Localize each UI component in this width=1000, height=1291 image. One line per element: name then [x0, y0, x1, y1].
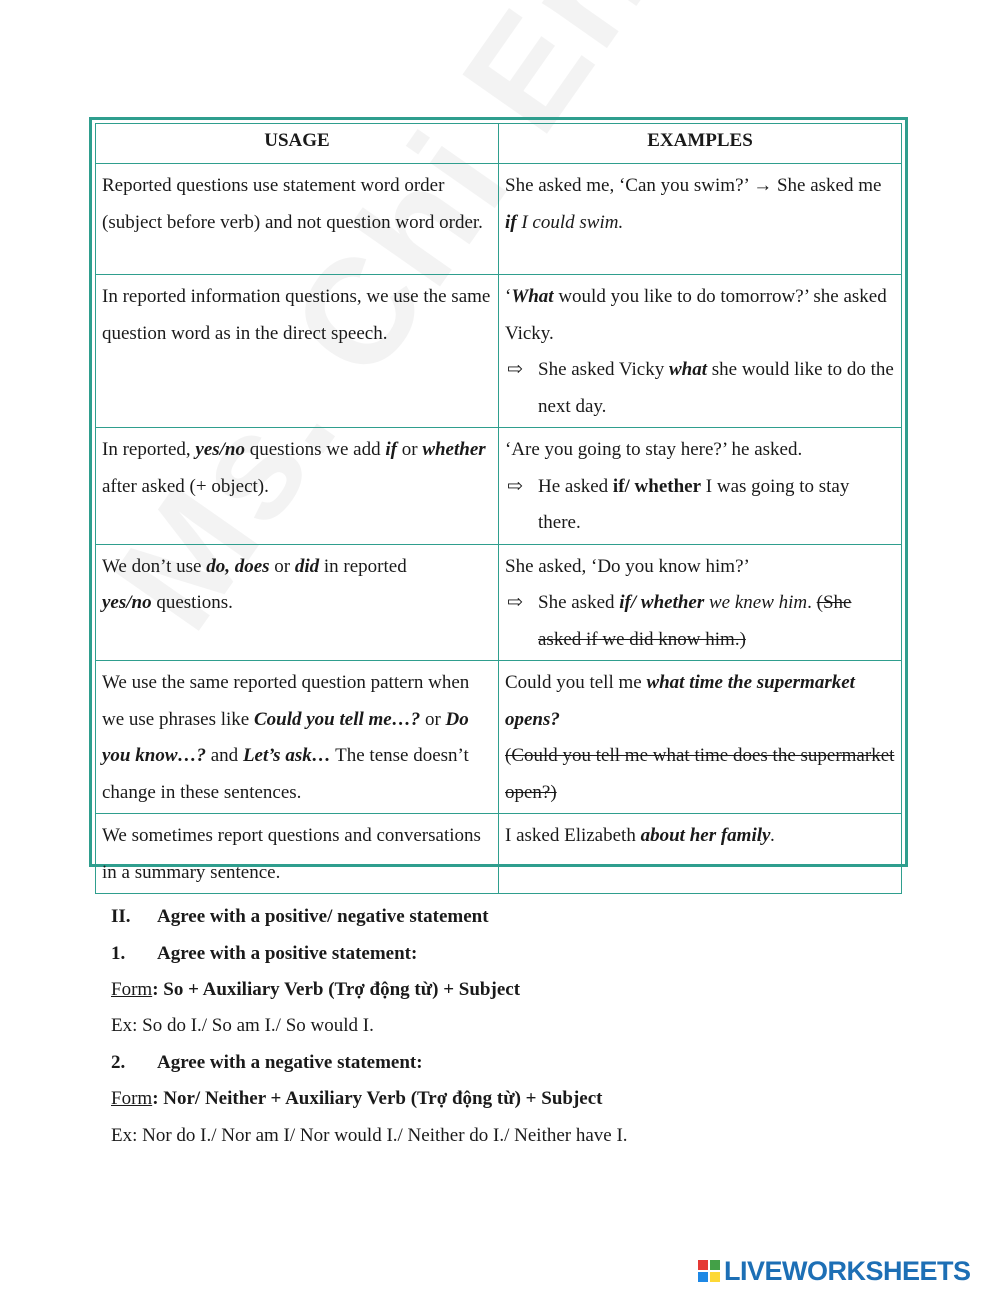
example-cell: [499, 814, 902, 894]
table-row: [96, 544, 902, 661]
reported-speech: [505, 585, 895, 658]
form-label: Form: [111, 979, 153, 1000]
usage-text: The tense doesn’t change in these sentences.: [102, 745, 469, 803]
arrow-right-icon: ⇨: [507, 359, 523, 380]
example-line: [505, 665, 895, 738]
usage-text: questions.: [151, 592, 233, 613]
example-text: would you like to do tomorrow?’ she asked Vicky.: [505, 286, 887, 344]
form-line: [111, 978, 520, 1002]
emphasis-text: what time the supermarket opens?: [505, 672, 855, 730]
example-text: I asked Elizabeth: [505, 825, 641, 846]
struck-text: (She asked if we did know him.): [538, 592, 852, 650]
example-text: we knew him: [704, 592, 808, 613]
logo-block: [698, 1272, 708, 1282]
emphasis-text: if: [385, 439, 397, 460]
subsection-number: 2.: [111, 1052, 126, 1073]
example-text: .: [807, 592, 817, 613]
example-cell: [499, 275, 902, 428]
reported-speech: [505, 469, 895, 542]
example-cell: [499, 544, 902, 661]
table-row: [96, 661, 902, 814]
usage-cell: In reported information questions, we use the same question word as in the direct speech.: [96, 275, 499, 428]
table-row: [96, 275, 902, 428]
usage-cell: [96, 661, 499, 814]
form-text: : Nor/ Neither + Auxiliary Verb (Trợ động từ) + Subject: [152, 1088, 603, 1109]
examples-header: EXAMPLES: [499, 124, 902, 164]
usage-text: or: [396, 439, 423, 460]
direct-speech: She asked, ‘Do you know him?’: [505, 555, 750, 577]
example-cell: [499, 661, 902, 814]
subsection-title: Agree with a negative statement:: [157, 1052, 423, 1073]
example-text: She asked Vicky: [538, 359, 669, 380]
usage-text: questions we add: [245, 439, 386, 460]
section-title: Agree with a positive/ negative statement: [157, 906, 489, 927]
table-row: [96, 164, 902, 275]
logo-block: [710, 1272, 720, 1282]
example-text: ‘: [505, 286, 512, 307]
direct-speech: ‘Are you going to stay here?’ he asked.: [505, 439, 803, 460]
example-line: Ex: Nor do I./ Nor am I/ Nor would I./ Neither do I./ Neither have I.: [111, 1125, 628, 1146]
emphasis-text: Let’s ask…: [242, 745, 331, 766]
emphasis-text: if: [505, 211, 517, 233]
usage-cell: Reported questions use statement word order (subject before verb) and not question word order.: [96, 164, 499, 275]
logo-text: LIVEWORKSHEETS: [724, 1255, 971, 1286]
section-heading: [111, 905, 489, 929]
example-cell: [499, 164, 902, 275]
example-text: I could swim.: [516, 211, 624, 233]
usage-text: and: [206, 745, 243, 766]
form-line: [111, 1087, 602, 1111]
usage-text: in reported: [319, 555, 407, 577]
example-text: He asked: [538, 475, 613, 497]
direct-speech: [505, 279, 895, 352]
example-line: Ex: So do I./ So am I./ So would I.: [111, 1015, 374, 1036]
example-text: Could you tell me: [505, 672, 647, 693]
example-text: .: [770, 825, 776, 846]
example-cell: [499, 428, 902, 545]
example-text: She asked: [538, 592, 620, 613]
grammar-table: [95, 123, 902, 894]
emphasis-text: if/ whether: [619, 592, 705, 613]
arrow-right-icon: ⇨: [507, 592, 523, 613]
example-text: she would like to do the next day.: [538, 359, 894, 417]
emphasis-text: Do you know…?: [102, 708, 469, 766]
subsection-heading: [111, 1051, 423, 1075]
emphasis-text: yes/no: [195, 439, 245, 460]
arrow-icon: →: [753, 175, 773, 196]
emphasis-text: yes/no: [102, 592, 152, 613]
subsection-heading: [111, 942, 417, 966]
emphasis-text: do, does: [206, 555, 270, 577]
usage-cell: [96, 544, 499, 661]
usage-text: or: [269, 555, 295, 577]
grammar-table-frame: [89, 117, 908, 883]
emphasis-text: Could you tell me…?: [253, 708, 421, 730]
emphasis-text: whether: [422, 439, 486, 460]
usage-text: after asked (+ object).: [102, 475, 269, 497]
usage-cell: We sometimes report questions and conversations in a summary sentence.: [96, 814, 499, 894]
form-text: : So + Auxiliary Verb (Trợ động từ) + Subject: [152, 979, 521, 1000]
emphasis-text: if/ whether: [612, 475, 702, 497]
arrow-right-icon: ⇨: [507, 475, 523, 497]
emphasis-text: did: [294, 555, 320, 577]
table-header-row: [96, 124, 902, 164]
usage-header: USAGE: [96, 124, 499, 164]
liveworksheets-logo[interactable]: [698, 1256, 993, 1286]
usage-text: We don’t use: [102, 555, 207, 577]
emphasis-text: about her family: [640, 825, 771, 846]
usage-text: In reported,: [102, 439, 196, 460]
usage-text: We use the same reported question pattern when we use phrases like: [102, 672, 470, 730]
example-text: She asked me, ‘Can you swim?’: [505, 175, 754, 196]
form-label: Form: [111, 1088, 153, 1109]
logo-blocks-icon: [698, 1260, 720, 1282]
subsection-number: 1.: [111, 943, 126, 964]
struck-text: (Could you tell me what time does the supermarket open?): [505, 745, 895, 803]
usage-text: or: [420, 708, 446, 730]
section-number: II.: [111, 906, 131, 927]
usage-cell: [96, 428, 499, 545]
example-text: She asked me: [772, 175, 882, 196]
example-text: I was going to stay there.: [538, 475, 850, 533]
table-row: [96, 428, 902, 545]
table-row: [96, 814, 902, 894]
subsection-title: Agree with a positive statement:: [157, 943, 418, 964]
logo-block: [698, 1260, 708, 1270]
reported-speech: [505, 352, 895, 425]
emphasis-text: what: [668, 359, 707, 380]
emphasis-text: What: [511, 286, 554, 307]
logo-block: [710, 1260, 720, 1270]
